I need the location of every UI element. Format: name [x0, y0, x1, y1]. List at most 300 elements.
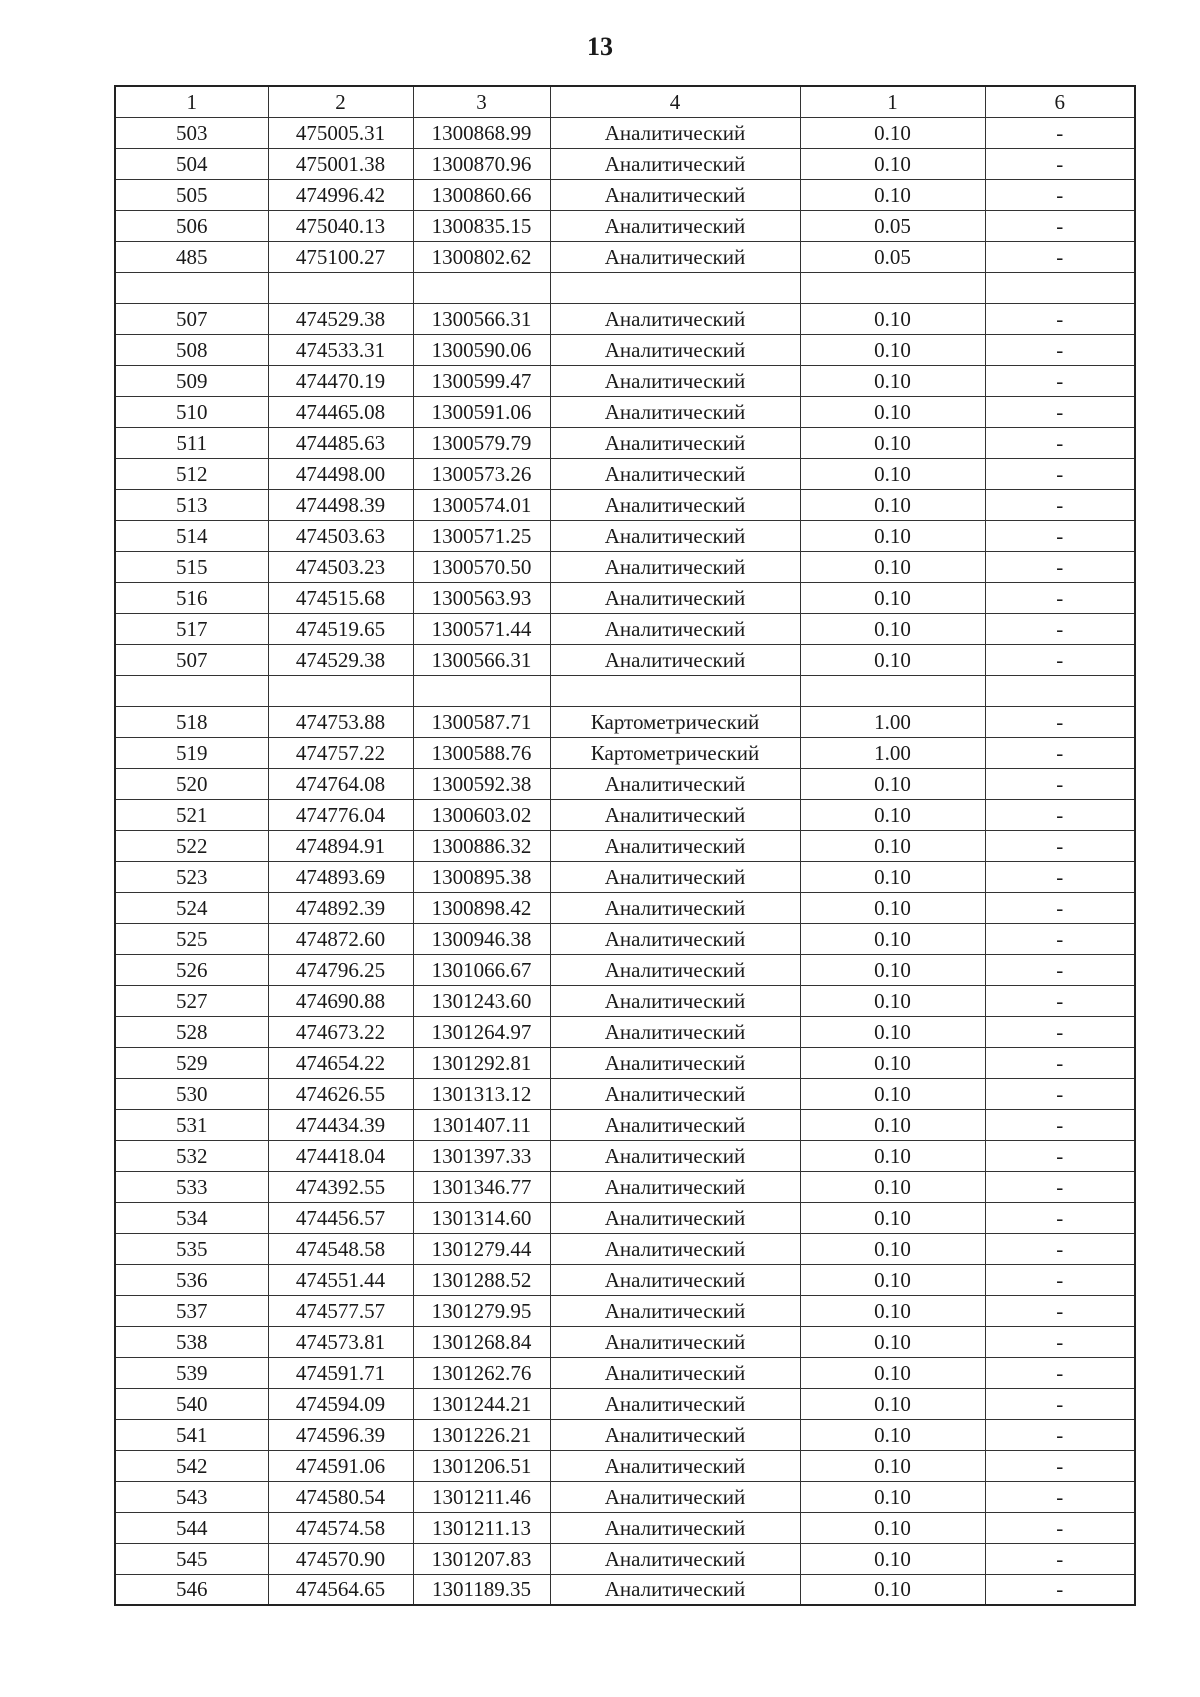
x-coordinate-cell: 474529.38: [268, 644, 413, 675]
x-coordinate-cell: 474564.65: [268, 1574, 413, 1605]
method-cell: Аналитический: [550, 241, 800, 272]
accuracy-cell: 0.10: [800, 179, 985, 210]
method-cell: Аналитический: [550, 458, 800, 489]
point-number-cell: 505: [115, 179, 268, 210]
table-row: [115, 954, 1135, 985]
accuracy-cell: 0.10: [800, 892, 985, 923]
accuracy-cell: 0.10: [800, 954, 985, 985]
point-number-cell: 509: [115, 365, 268, 396]
method-cell: Аналитический: [550, 613, 800, 644]
accuracy-cell: 0.10: [800, 1202, 985, 1233]
accuracy-cell: 0.10: [800, 1450, 985, 1481]
note-cell: -: [985, 241, 1135, 272]
method-cell: [550, 675, 800, 706]
accuracy-cell: 0.10: [800, 1357, 985, 1388]
x-coordinate-cell: 474456.57: [268, 1202, 413, 1233]
x-coordinate-cell: 474892.39: [268, 892, 413, 923]
point-number-cell: 503: [115, 117, 268, 148]
note-cell: -: [985, 1233, 1135, 1264]
table-row: [115, 1016, 1135, 1047]
y-coordinate-cell: 1300895.38: [413, 861, 550, 892]
y-coordinate-cell: 1300566.31: [413, 644, 550, 675]
point-number-cell: 532: [115, 1140, 268, 1171]
table-row: [115, 210, 1135, 241]
point-number-cell: 507: [115, 303, 268, 334]
accuracy-cell: 0.05: [800, 241, 985, 272]
y-coordinate-cell: [413, 272, 550, 303]
note-cell: -: [985, 1264, 1135, 1295]
y-coordinate-cell: 1301066.67: [413, 954, 550, 985]
y-coordinate-cell: 1301346.77: [413, 1171, 550, 1202]
x-coordinate-cell: 474577.57: [268, 1295, 413, 1326]
accuracy-cell: 0.10: [800, 1233, 985, 1264]
point-number-cell: 544: [115, 1512, 268, 1543]
method-cell: Аналитический: [550, 1326, 800, 1357]
method-cell: Аналитический: [550, 830, 800, 861]
method-cell: Аналитический: [550, 179, 800, 210]
note-cell: -: [985, 1171, 1135, 1202]
x-coordinate-cell: 474776.04: [268, 799, 413, 830]
table-row: [115, 582, 1135, 613]
table-row: [115, 861, 1135, 892]
accuracy-cell: 1.00: [800, 706, 985, 737]
y-coordinate-cell: 1301244.21: [413, 1388, 550, 1419]
method-cell: Аналитический: [550, 1543, 800, 1574]
table-row: [115, 334, 1135, 365]
method-cell: Картометрический: [550, 706, 800, 737]
point-number-cell: 523: [115, 861, 268, 892]
note-cell: -: [985, 706, 1135, 737]
x-coordinate-cell: 475100.27: [268, 241, 413, 272]
y-coordinate-cell: 1301279.95: [413, 1295, 550, 1326]
y-coordinate-cell: 1300587.71: [413, 706, 550, 737]
x-coordinate-cell: 474594.09: [268, 1388, 413, 1419]
point-number-cell: 525: [115, 923, 268, 954]
note-cell: -: [985, 1357, 1135, 1388]
method-cell: Аналитический: [550, 1419, 800, 1450]
y-coordinate-cell: 1301288.52: [413, 1264, 550, 1295]
x-coordinate-cell: 474529.38: [268, 303, 413, 334]
table-row: [115, 1047, 1135, 1078]
note-cell: -: [985, 520, 1135, 551]
note-cell: -: [985, 1016, 1135, 1047]
note-cell: -: [985, 210, 1135, 241]
y-coordinate-cell: 1301262.76: [413, 1357, 550, 1388]
note-cell: -: [985, 1543, 1135, 1574]
note-cell: -: [985, 1109, 1135, 1140]
x-coordinate-cell: 474654.22: [268, 1047, 413, 1078]
x-coordinate-cell: 474757.22: [268, 737, 413, 768]
accuracy-cell: 0.10: [800, 551, 985, 582]
table-row: [115, 1295, 1135, 1326]
method-cell: Аналитический: [550, 1295, 800, 1326]
point-number-cell: 524: [115, 892, 268, 923]
accuracy-cell: 0.10: [800, 458, 985, 489]
x-coordinate-cell: 474498.00: [268, 458, 413, 489]
y-coordinate-cell: 1300946.38: [413, 923, 550, 954]
table-row: [115, 520, 1135, 551]
point-number-cell: 540: [115, 1388, 268, 1419]
x-coordinate-cell: 474485.63: [268, 427, 413, 458]
table-row: [115, 365, 1135, 396]
x-coordinate-cell: 474515.68: [268, 582, 413, 613]
table-row: [115, 396, 1135, 427]
note-cell: -: [985, 1481, 1135, 1512]
y-coordinate-cell: 1300571.44: [413, 613, 550, 644]
method-cell: Аналитический: [550, 1264, 800, 1295]
method-cell: Аналитический: [550, 489, 800, 520]
note-cell: -: [985, 1078, 1135, 1109]
table-header-row: [115, 86, 1135, 117]
x-coordinate-cell: 475005.31: [268, 117, 413, 148]
table-row: [115, 241, 1135, 272]
point-number-cell: 517: [115, 613, 268, 644]
y-coordinate-cell: 1300886.32: [413, 830, 550, 861]
table-row: [115, 768, 1135, 799]
table-row: [115, 1543, 1135, 1574]
table-row: [115, 117, 1135, 148]
accuracy-cell: 0.10: [800, 1512, 985, 1543]
table-row: [115, 1326, 1135, 1357]
page-number: 13: [587, 32, 613, 61]
note-cell: -: [985, 644, 1135, 675]
point-number-cell: 512: [115, 458, 268, 489]
point-number-cell: 507: [115, 644, 268, 675]
table-row: [115, 489, 1135, 520]
y-coordinate-cell: 1301279.44: [413, 1233, 550, 1264]
point-number-cell: 519: [115, 737, 268, 768]
point-number-cell: 520: [115, 768, 268, 799]
point-number-cell: 536: [115, 1264, 268, 1295]
accuracy-cell: 0.10: [800, 1295, 985, 1326]
table-row: [115, 1171, 1135, 1202]
table-row: [115, 1264, 1135, 1295]
table-row: [115, 1202, 1135, 1233]
header-cell: 1: [800, 86, 985, 117]
header-cell: 6: [985, 86, 1135, 117]
x-coordinate-cell: 474573.81: [268, 1326, 413, 1357]
y-coordinate-cell: 1300579.79: [413, 427, 550, 458]
accuracy-cell: 0.10: [800, 365, 985, 396]
x-coordinate-cell: 474894.91: [268, 830, 413, 861]
accuracy-cell: 0.10: [800, 613, 985, 644]
accuracy-cell: 0.10: [800, 520, 985, 551]
header-cell: 2: [268, 86, 413, 117]
note-cell: -: [985, 582, 1135, 613]
note-cell: -: [985, 1450, 1135, 1481]
x-coordinate-cell: 474580.54: [268, 1481, 413, 1512]
point-number-cell: 534: [115, 1202, 268, 1233]
y-coordinate-cell: 1300860.66: [413, 179, 550, 210]
x-coordinate-cell: 474753.88: [268, 706, 413, 737]
table-row: [115, 985, 1135, 1016]
x-coordinate-cell: 474596.39: [268, 1419, 413, 1450]
method-cell: [550, 272, 800, 303]
header-cell: 3: [413, 86, 550, 117]
point-number-cell: 518: [115, 706, 268, 737]
y-coordinate-cell: 1300573.26: [413, 458, 550, 489]
point-number-cell: 531: [115, 1109, 268, 1140]
note-cell: -: [985, 1326, 1135, 1357]
y-coordinate-cell: 1301243.60: [413, 985, 550, 1016]
note-cell: -: [985, 1202, 1135, 1233]
x-coordinate-cell: [268, 272, 413, 303]
x-coordinate-cell: 474996.42: [268, 179, 413, 210]
accuracy-cell: 0.10: [800, 1543, 985, 1574]
method-cell: Аналитический: [550, 861, 800, 892]
y-coordinate-cell: 1301207.83: [413, 1543, 550, 1574]
method-cell: Аналитический: [550, 1574, 800, 1605]
method-cell: Аналитический: [550, 1233, 800, 1264]
y-coordinate-cell: 1301226.21: [413, 1419, 550, 1450]
note-cell: -: [985, 985, 1135, 1016]
y-coordinate-cell: 1300571.25: [413, 520, 550, 551]
x-coordinate-cell: 474503.23: [268, 551, 413, 582]
accuracy-cell: 0.10: [800, 1574, 985, 1605]
table-row: [115, 1574, 1135, 1605]
note-cell: -: [985, 1047, 1135, 1078]
note-cell: -: [985, 303, 1135, 334]
table-row: [115, 706, 1135, 737]
accuracy-cell: 0.10: [800, 582, 985, 613]
table-row: [115, 737, 1135, 768]
x-coordinate-cell: 474418.04: [268, 1140, 413, 1171]
method-cell: Аналитический: [550, 954, 800, 985]
table-row: [115, 675, 1135, 706]
y-coordinate-cell: 1300603.02: [413, 799, 550, 830]
point-number-cell: 539: [115, 1357, 268, 1388]
method-cell: Аналитический: [550, 892, 800, 923]
x-coordinate-cell: 474591.06: [268, 1450, 413, 1481]
method-cell: Аналитический: [550, 1140, 800, 1171]
point-number-cell: 522: [115, 830, 268, 861]
point-number-cell: [115, 675, 268, 706]
note-cell: -: [985, 396, 1135, 427]
y-coordinate-cell: 1300590.06: [413, 334, 550, 365]
method-cell: Аналитический: [550, 520, 800, 551]
accuracy-cell: [800, 675, 985, 706]
x-coordinate-cell: 474503.63: [268, 520, 413, 551]
note-cell: -: [985, 427, 1135, 458]
point-number-cell: 506: [115, 210, 268, 241]
point-number-cell: 511: [115, 427, 268, 458]
point-number-cell: 543: [115, 1481, 268, 1512]
y-coordinate-cell: 1300592.38: [413, 768, 550, 799]
accuracy-cell: 0.10: [800, 985, 985, 1016]
point-number-cell: 529: [115, 1047, 268, 1078]
method-cell: Аналитический: [550, 582, 800, 613]
point-number-cell: 521: [115, 799, 268, 830]
accuracy-cell: 0.10: [800, 1264, 985, 1295]
note-cell: -: [985, 551, 1135, 582]
table-row: [115, 1419, 1135, 1450]
accuracy-cell: 0.10: [800, 861, 985, 892]
point-number-cell: 537: [115, 1295, 268, 1326]
header-cell: 1: [115, 86, 268, 117]
x-coordinate-cell: 474519.65: [268, 613, 413, 644]
y-coordinate-cell: 1300802.62: [413, 241, 550, 272]
table-row: [115, 830, 1135, 861]
accuracy-cell: 0.05: [800, 210, 985, 241]
point-number-cell: 545: [115, 1543, 268, 1574]
note-cell: -: [985, 1140, 1135, 1171]
accuracy-cell: [800, 272, 985, 303]
point-number-cell: 510: [115, 396, 268, 427]
x-coordinate-cell: 474591.71: [268, 1357, 413, 1388]
table-row: [115, 644, 1135, 675]
table-row: [115, 1140, 1135, 1171]
x-coordinate-cell: 474673.22: [268, 1016, 413, 1047]
point-number-cell: 530: [115, 1078, 268, 1109]
x-coordinate-cell: 474893.69: [268, 861, 413, 892]
note-cell: -: [985, 458, 1135, 489]
note-cell: -: [985, 954, 1135, 985]
method-cell: Аналитический: [550, 334, 800, 365]
table-row: [115, 303, 1135, 334]
table-row: [115, 272, 1135, 303]
table-row: [115, 551, 1135, 582]
x-coordinate-cell: 474570.90: [268, 1543, 413, 1574]
coordinates-table: [114, 85, 1136, 1606]
point-number-cell: 508: [115, 334, 268, 365]
x-coordinate-cell: 475040.13: [268, 210, 413, 241]
accuracy-cell: 0.10: [800, 644, 985, 675]
note-cell: -: [985, 179, 1135, 210]
note-cell: [985, 272, 1135, 303]
note-cell: -: [985, 799, 1135, 830]
x-coordinate-cell: 474796.25: [268, 954, 413, 985]
accuracy-cell: 0.10: [800, 768, 985, 799]
y-coordinate-cell: 1301206.51: [413, 1450, 550, 1481]
y-coordinate-cell: 1300588.76: [413, 737, 550, 768]
method-cell: Аналитический: [550, 427, 800, 458]
x-coordinate-cell: 474872.60: [268, 923, 413, 954]
note-cell: -: [985, 1388, 1135, 1419]
point-number-cell: 485: [115, 241, 268, 272]
table-row: [115, 892, 1135, 923]
y-coordinate-cell: 1300570.50: [413, 551, 550, 582]
y-coordinate-cell: 1300835.15: [413, 210, 550, 241]
accuracy-cell: 0.10: [800, 1016, 985, 1047]
x-coordinate-cell: 474690.88: [268, 985, 413, 1016]
method-cell: Аналитический: [550, 551, 800, 582]
x-coordinate-cell: 474574.58: [268, 1512, 413, 1543]
note-cell: -: [985, 830, 1135, 861]
header-cell: 4: [550, 86, 800, 117]
x-coordinate-cell: 474551.44: [268, 1264, 413, 1295]
method-cell: Аналитический: [550, 1171, 800, 1202]
accuracy-cell: 0.10: [800, 1047, 985, 1078]
accuracy-cell: 1.00: [800, 737, 985, 768]
note-cell: -: [985, 117, 1135, 148]
note-cell: -: [985, 1574, 1135, 1605]
note-cell: [985, 675, 1135, 706]
y-coordinate-cell: 1301407.11: [413, 1109, 550, 1140]
method-cell: Аналитический: [550, 799, 800, 830]
method-cell: Аналитический: [550, 365, 800, 396]
y-coordinate-cell: 1300566.31: [413, 303, 550, 334]
note-cell: -: [985, 489, 1135, 520]
method-cell: Аналитический: [550, 985, 800, 1016]
y-coordinate-cell: 1301397.33: [413, 1140, 550, 1171]
x-coordinate-cell: 474470.19: [268, 365, 413, 396]
y-coordinate-cell: 1300599.47: [413, 365, 550, 396]
accuracy-cell: 0.10: [800, 1078, 985, 1109]
accuracy-cell: 0.10: [800, 1388, 985, 1419]
note-cell: -: [985, 148, 1135, 179]
note-cell: -: [985, 365, 1135, 396]
y-coordinate-cell: 1301268.84: [413, 1326, 550, 1357]
point-number-cell: 526: [115, 954, 268, 985]
note-cell: -: [985, 1295, 1135, 1326]
method-cell: Аналитический: [550, 1078, 800, 1109]
x-coordinate-cell: 474498.39: [268, 489, 413, 520]
method-cell: Аналитический: [550, 1388, 800, 1419]
x-coordinate-cell: 474626.55: [268, 1078, 413, 1109]
table-body: [115, 117, 1135, 1605]
table-row: [115, 1512, 1135, 1543]
table-row: [115, 458, 1135, 489]
point-number-cell: 516: [115, 582, 268, 613]
method-cell: Аналитический: [550, 1109, 800, 1140]
x-coordinate-cell: 474465.08: [268, 396, 413, 427]
y-coordinate-cell: 1300868.99: [413, 117, 550, 148]
note-cell: -: [985, 892, 1135, 923]
x-coordinate-cell: 474548.58: [268, 1233, 413, 1264]
note-cell: -: [985, 768, 1135, 799]
table-row: [115, 179, 1135, 210]
table-row: [115, 1450, 1135, 1481]
method-cell: Аналитический: [550, 117, 800, 148]
table-row: [115, 427, 1135, 458]
note-cell: -: [985, 737, 1135, 768]
table-row: [115, 1078, 1135, 1109]
x-coordinate-cell: 474764.08: [268, 768, 413, 799]
method-cell: Аналитический: [550, 1450, 800, 1481]
y-coordinate-cell: 1300563.93: [413, 582, 550, 613]
table-row: [115, 1233, 1135, 1264]
method-cell: Аналитический: [550, 1202, 800, 1233]
y-coordinate-cell: 1300591.06: [413, 396, 550, 427]
method-cell: Аналитический: [550, 303, 800, 334]
table-row: [115, 613, 1135, 644]
point-number-cell: 514: [115, 520, 268, 551]
table-row: [115, 1388, 1135, 1419]
accuracy-cell: 0.10: [800, 396, 985, 427]
note-cell: -: [985, 923, 1135, 954]
accuracy-cell: 0.10: [800, 489, 985, 520]
method-cell: Аналитический: [550, 644, 800, 675]
y-coordinate-cell: 1301314.60: [413, 1202, 550, 1233]
method-cell: Картометрический: [550, 737, 800, 768]
method-cell: Аналитический: [550, 1047, 800, 1078]
note-cell: -: [985, 1512, 1135, 1543]
accuracy-cell: 0.10: [800, 117, 985, 148]
accuracy-cell: 0.10: [800, 1140, 985, 1171]
point-number-cell: 527: [115, 985, 268, 1016]
note-cell: -: [985, 1419, 1135, 1450]
y-coordinate-cell: 1301211.46: [413, 1481, 550, 1512]
method-cell: Аналитический: [550, 210, 800, 241]
y-coordinate-cell: 1301313.12: [413, 1078, 550, 1109]
point-number-cell: 533: [115, 1171, 268, 1202]
table-row: [115, 799, 1135, 830]
accuracy-cell: 0.10: [800, 303, 985, 334]
point-number-cell: 538: [115, 1326, 268, 1357]
accuracy-cell: 0.10: [800, 1109, 985, 1140]
y-coordinate-cell: 1301189.35: [413, 1574, 550, 1605]
y-coordinate-cell: 1301211.13: [413, 1512, 550, 1543]
